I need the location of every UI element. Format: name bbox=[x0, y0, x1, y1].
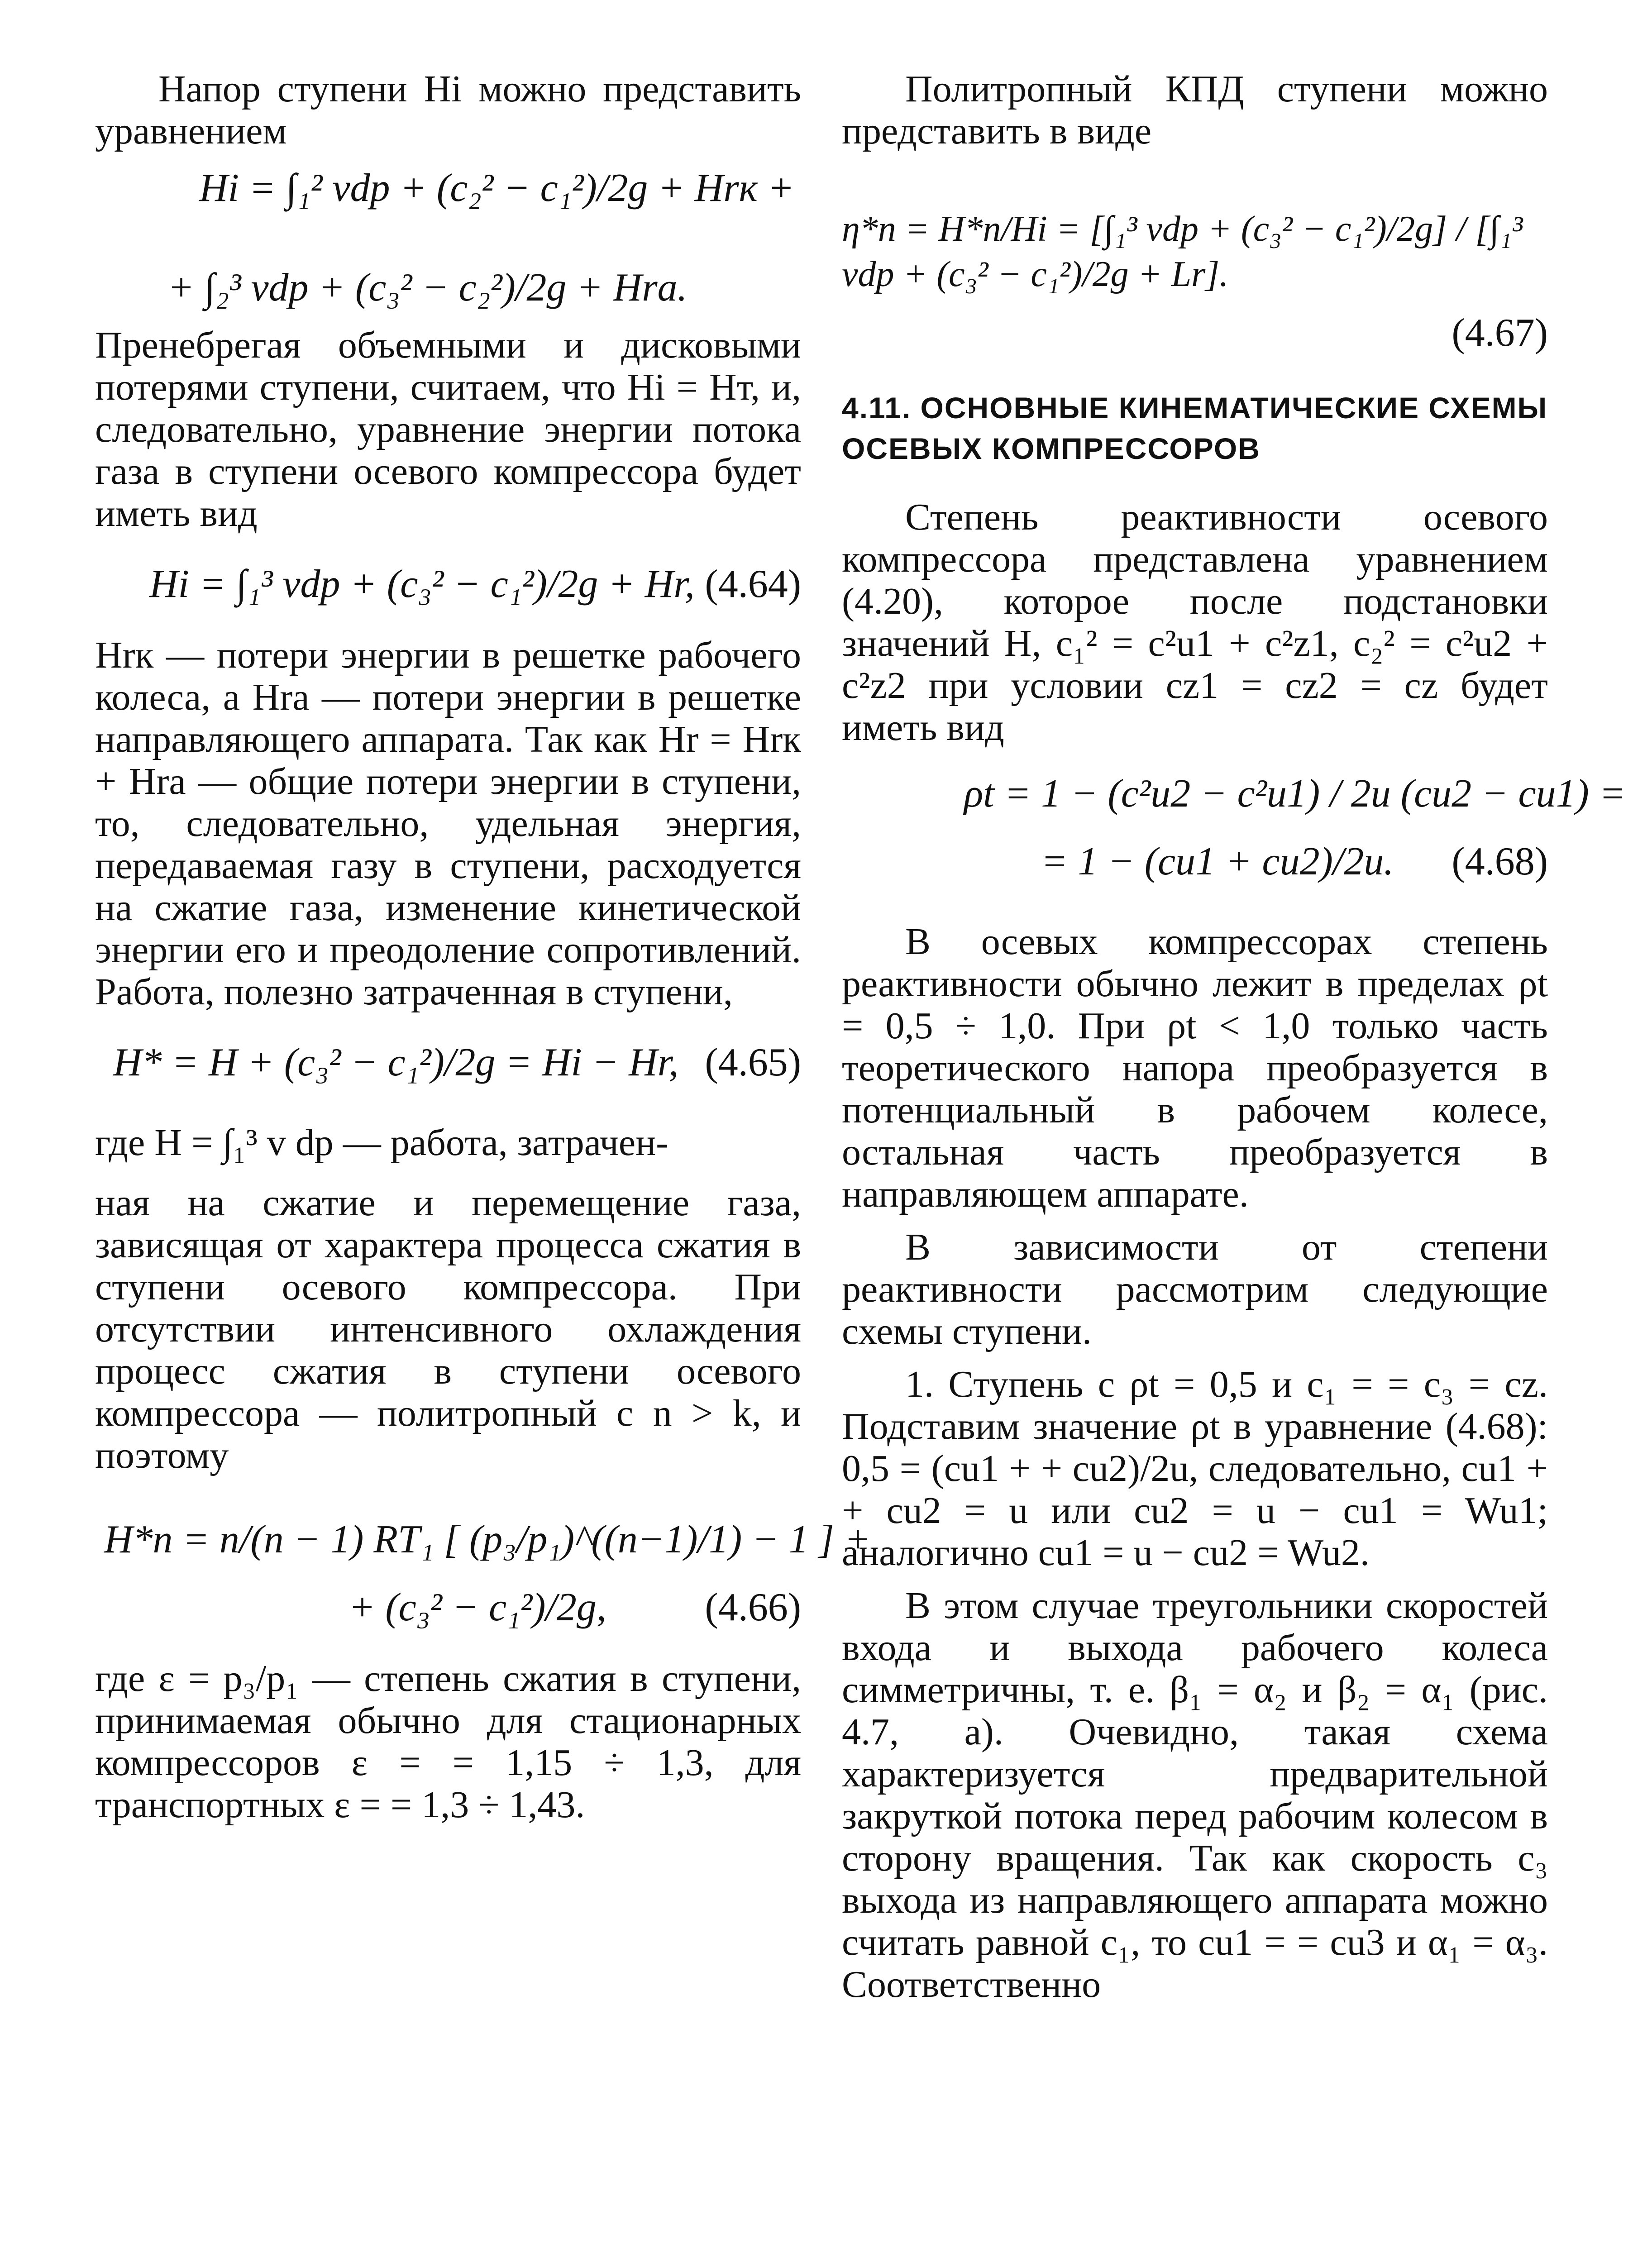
equation-line: + (c₃² − c₁²)/2g, bbox=[349, 1585, 606, 1629]
paragraph: В зависимости от степени реактивности рассмотрим следующие схемы ступени. bbox=[842, 1226, 1548, 1352]
paragraph: где ε = p₃/p₁ — степень сжатия в ступени, принимаемая обычно для стационарных компрессоров ε = = 1,15 ÷ 1,3, для транспортных ε = = 1,3 ÷ 1,43. bbox=[95, 1657, 801, 1826]
equation-4-66 bbox=[95, 1517, 871, 1630]
paragraph: 1. Ступень с ρt = 0,5 и c₁ = = c₃ = cz. Подставим значение ρt в уравнение (4.68): 0,5 = (cu1 + + cu2)/2u, следовательно, cu1 + + cu2 = u или cu2 = u − cu1 = Wu1; аналогично cu1 = u − cu2 = Wu2. bbox=[842, 1363, 1548, 1574]
section-heading: 4.11. ОСНОВНЫЕ КИНЕМАТИЧЕСКИЕ СХЕМЫ ОСЕВЫХ КОМПРЕССОРОВ bbox=[842, 391, 1548, 465]
equation-head-balance bbox=[95, 166, 801, 310]
paragraph: где H = ∫₁³ v dp — работа, затрачен- bbox=[95, 1122, 669, 1164]
equation-4-64 bbox=[95, 562, 801, 607]
equation-4-68 bbox=[842, 771, 1626, 884]
left-column bbox=[95, 68, 871, 1837]
equation-number: (4.65) bbox=[705, 1041, 801, 1084]
paragraph: Политропный КПД ступени можно представить в виде bbox=[842, 68, 1548, 152]
equation-4-67 bbox=[842, 206, 1548, 297]
equation-line: Hi = ∫₁² vdp + (c₂² − c₁²)/2g + Hrк + bbox=[199, 166, 795, 210]
equation-line: H*n = n/(n − 1) RT₁ [ (p₃/p₁)^((n−1)/1) − 1 ] + bbox=[104, 1518, 871, 1561]
equation-number: (4.64) bbox=[705, 562, 801, 606]
paragraph: Напор ступени Hi можно представить уравнением bbox=[95, 68, 801, 152]
equation-line: = 1 − (cu1 + cu2)/2u. bbox=[1041, 840, 1394, 883]
paragraph: Hrк — потери энергии в решетке рабочего колеса, а Hra — потери энергии в решетке направляющего аппарата. Так как Hr = Hrк + Hra — общие потери энергии в ступени, то, следовательно, удельная энергия, передаваемая газу в ступени, расходуется на сжатие газа, изменение кинетической энергии его и преодоление сопротивлений. Работа, полезно затраченная в ступени, bbox=[95, 634, 801, 1013]
equation-line: + ∫₂³ vdp + (c₃² − c₂²)/2g + Hra. bbox=[167, 266, 688, 310]
paragraph: Степень реактивности осевого компрессора представлена уравнением (4.20), которое после подстановки значений H, c₁² = c²u1 + c²z1, c₂² = c²u2 + c²z2 при условии cz1 = cz2 = cz будет иметь вид bbox=[842, 496, 1548, 749]
equation-4-65 bbox=[95, 1040, 801, 1085]
equation-body: H* = H + (c₃² − c₁²)/2g = Hi − Hr, bbox=[113, 1041, 679, 1084]
paragraph: В этом случае треугольники скоростей входа и выхода рабочего колеса симметричны, т. е. β₁ = α₂ и β₂ = α₁ (рис. 4.7, а). Очевидно, такая схема характеризуется предварительной закруткой потока перед рабочим колесом в сторону вращения. Так как скорость c₃ выхода из направляющего аппарата можно считать равной c₁, то cu1 = = cu3 и α₁ = α₃. Соответственно bbox=[842, 1585, 1548, 2005]
equation-4-67-number-row bbox=[842, 310, 1548, 356]
paragraph: В осевых компрессорах степень реактивности обычно лежит в пределах ρt = 0,5 ÷ 1,0. При ρt < 1,0 только часть теоретического напора преобразуется в потенциальный в рабочем колесе, остальная часть преобразуется в направляющем аппарате. bbox=[842, 921, 1548, 1215]
equation-body: Hi = ∫₁³ vdp + (c₃² − c₁²)/2g + Hr, bbox=[149, 562, 695, 606]
equation-number: (4.67) bbox=[1451, 311, 1548, 355]
equation-number: (4.68) bbox=[1451, 840, 1548, 883]
paragraph: ная на сжатие и перемещение газа, зависящая от характера процесса сжатия в ступени осевого компрессора. При отсутствии интенсивного охлаждения процесс сжатия в ступени осевого компрессора — политропный с n > k, и поэтому bbox=[95, 1182, 801, 1476]
equation-number: (4.66) bbox=[705, 1585, 801, 1629]
right-column bbox=[842, 68, 1626, 2016]
equation-line: ρt = 1 − (c²u2 − c²u1) / 2u (cu2 − cu1) = bbox=[964, 772, 1626, 816]
paragraph: Пренебрегая объемными и дисковыми потерями ступени, считаем, что Hi = Hт, и, следовательно, уравнение энергии потока газа в ступени осевого компрессора будет иметь вид bbox=[95, 324, 801, 535]
equation-body: η*n = H*n/Hi = [∫₁³ vdp + (c₃² − c₁²)/2g] / [∫₁³ vdp + (c₃² − c₁²)/2g + Lr]. bbox=[842, 209, 1523, 294]
